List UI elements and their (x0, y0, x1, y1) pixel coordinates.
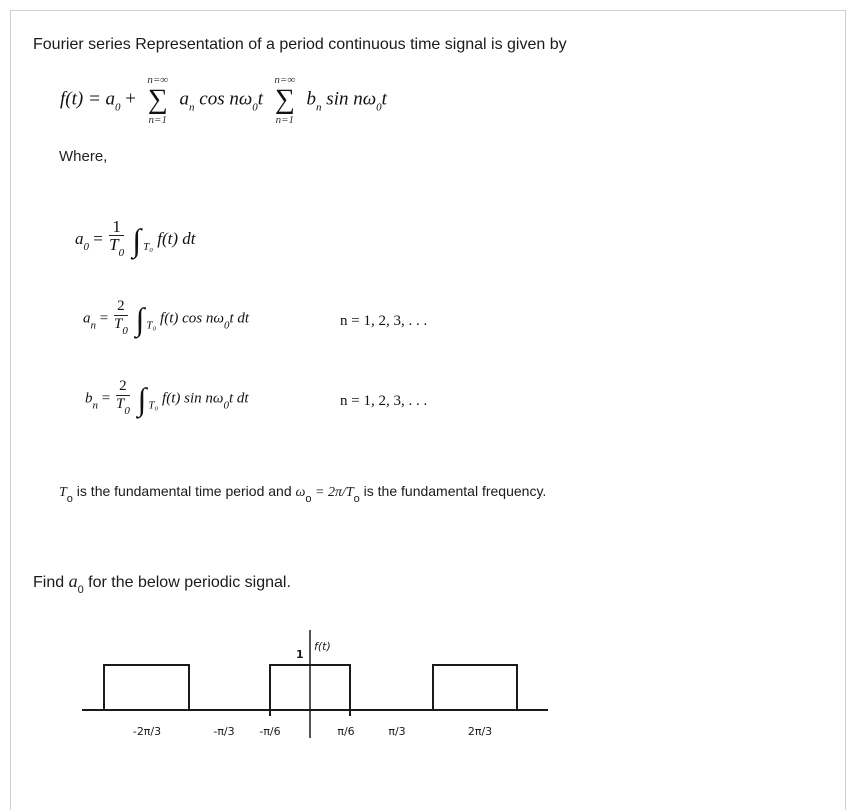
bn-equals: = (98, 390, 114, 407)
sigma-1: ∑ (147, 84, 168, 115)
term2-sub: n (316, 101, 322, 114)
an-body-sub: 0 (223, 319, 230, 332)
sum-lower-limit-2: n=1 (275, 114, 295, 126)
bn-condition: n = 1, 2, 3, . . . (340, 393, 428, 409)
find-question (33, 571, 291, 596)
series-plus: + (120, 88, 141, 110)
note-t: T (59, 485, 67, 500)
note-text-1: is the fundamental time period and (72, 483, 296, 499)
term1: a (179, 88, 190, 110)
an-lhs-sub: n (90, 319, 96, 332)
bn-fraction (116, 378, 130, 420)
series-lhs: f(t) = a (60, 88, 116, 110)
find-var-sub: 0 (77, 584, 84, 596)
term2-rest: sin nω (321, 88, 377, 110)
a0-denominator (109, 236, 124, 262)
a0-den-sub: 0 (118, 247, 125, 259)
note-omega-sub: o (305, 493, 312, 505)
a0-lhs-sub: 0 (83, 240, 89, 253)
y-axis-label: f(t) (314, 640, 331, 653)
a0-den-t: T (109, 235, 119, 254)
an-integral: ∫ (135, 300, 145, 337)
amplitude-label: 1 (296, 648, 304, 661)
bn-body-sub: 0 (223, 399, 229, 412)
bn-integral-sub: T₀ (148, 399, 159, 412)
fourier-series-equation (60, 74, 387, 126)
a0-equation (75, 218, 196, 262)
note-eq: = 2π/T (311, 485, 354, 500)
bn-lhs-sub: n (92, 399, 98, 412)
note-t-sub: o (66, 493, 73, 505)
bn-den-t: T (115, 396, 125, 412)
tick-label-neg-2pi3: -2π/3 (132, 725, 162, 738)
sum-upper-limit-2: n=∞ (274, 74, 296, 86)
sum-symbol-1 (141, 74, 175, 126)
bn-body-end: t dt (228, 390, 249, 407)
an-equation (83, 298, 249, 340)
a0-fraction (109, 218, 124, 262)
where-label: Where, (59, 148, 108, 165)
bn-denominator (116, 396, 130, 420)
term2-end: t (381, 88, 387, 110)
a0-numerator: 1 (109, 218, 124, 236)
tick-label-neg-pi6: -π/6 (259, 725, 281, 738)
term1-omega-sub: 0 (252, 101, 258, 114)
note-omega: ω (295, 485, 306, 500)
an-equals: = (96, 310, 112, 327)
an-integral-sub: T₀ (146, 319, 157, 332)
tick-label-neg-pi3: -π/3 (213, 725, 235, 738)
term1-rest: cos nω (194, 88, 253, 110)
bn-equation (85, 378, 249, 420)
pulse-right (433, 665, 517, 710)
note-eq-sub: o (353, 493, 360, 505)
sigma-2: ∑ (274, 84, 295, 115)
term1-sub: n (189, 101, 195, 114)
sum-upper-limit-1: n=∞ (147, 74, 169, 86)
an-numerator: 2 (114, 298, 128, 316)
periodic-signal-graph (0, 620, 857, 750)
term2-omega-sub: 0 (376, 101, 382, 114)
a0-body: f(t) dt (157, 228, 196, 248)
tick-label-2pi3: 2π/3 (467, 725, 493, 738)
tick-label-pi6: π/6 (337, 725, 355, 738)
bn-numerator: 2 (116, 378, 130, 396)
a0-integral: ∫ (132, 221, 142, 258)
an-den-t: T (113, 316, 123, 332)
a0-lhs: a (75, 228, 84, 248)
a0-equals: = (89, 228, 108, 248)
find-text-1: Find (33, 574, 69, 591)
an-fraction (114, 298, 128, 340)
term1-end: t (257, 88, 264, 110)
bn-lhs: b (85, 390, 93, 407)
an-body-end: t dt (229, 310, 250, 327)
an-lhs: a (83, 310, 91, 327)
bn-body: f(t) sin nω (162, 390, 224, 407)
fundamental-note (59, 483, 546, 505)
bn-integral: ∫ (137, 380, 147, 417)
an-den-sub: 0 (122, 325, 128, 337)
bn-den-sub: 0 (124, 405, 130, 417)
an-condition: n = 1, 2, 3, . . . (340, 313, 428, 329)
sum-symbol-2 (268, 74, 302, 126)
sum-lower-limit-1: n=1 (148, 114, 167, 126)
term2: b (306, 88, 317, 110)
tick-label-pi3: π/3 (388, 725, 406, 738)
an-denominator (114, 316, 128, 340)
find-var: a (68, 571, 78, 591)
note-text-2: is the fundamental frequency. (359, 483, 547, 499)
a0-integral-sub: T₀ (143, 240, 154, 253)
series-a0-sub: 0 (115, 101, 121, 114)
an-body: f(t) cos nω (160, 310, 224, 327)
intro-text: Fourier series Representation of a period continuous time signal is given by (33, 36, 567, 53)
find-text-2: for the below periodic signal. (83, 574, 291, 591)
pulse-left (104, 665, 189, 710)
